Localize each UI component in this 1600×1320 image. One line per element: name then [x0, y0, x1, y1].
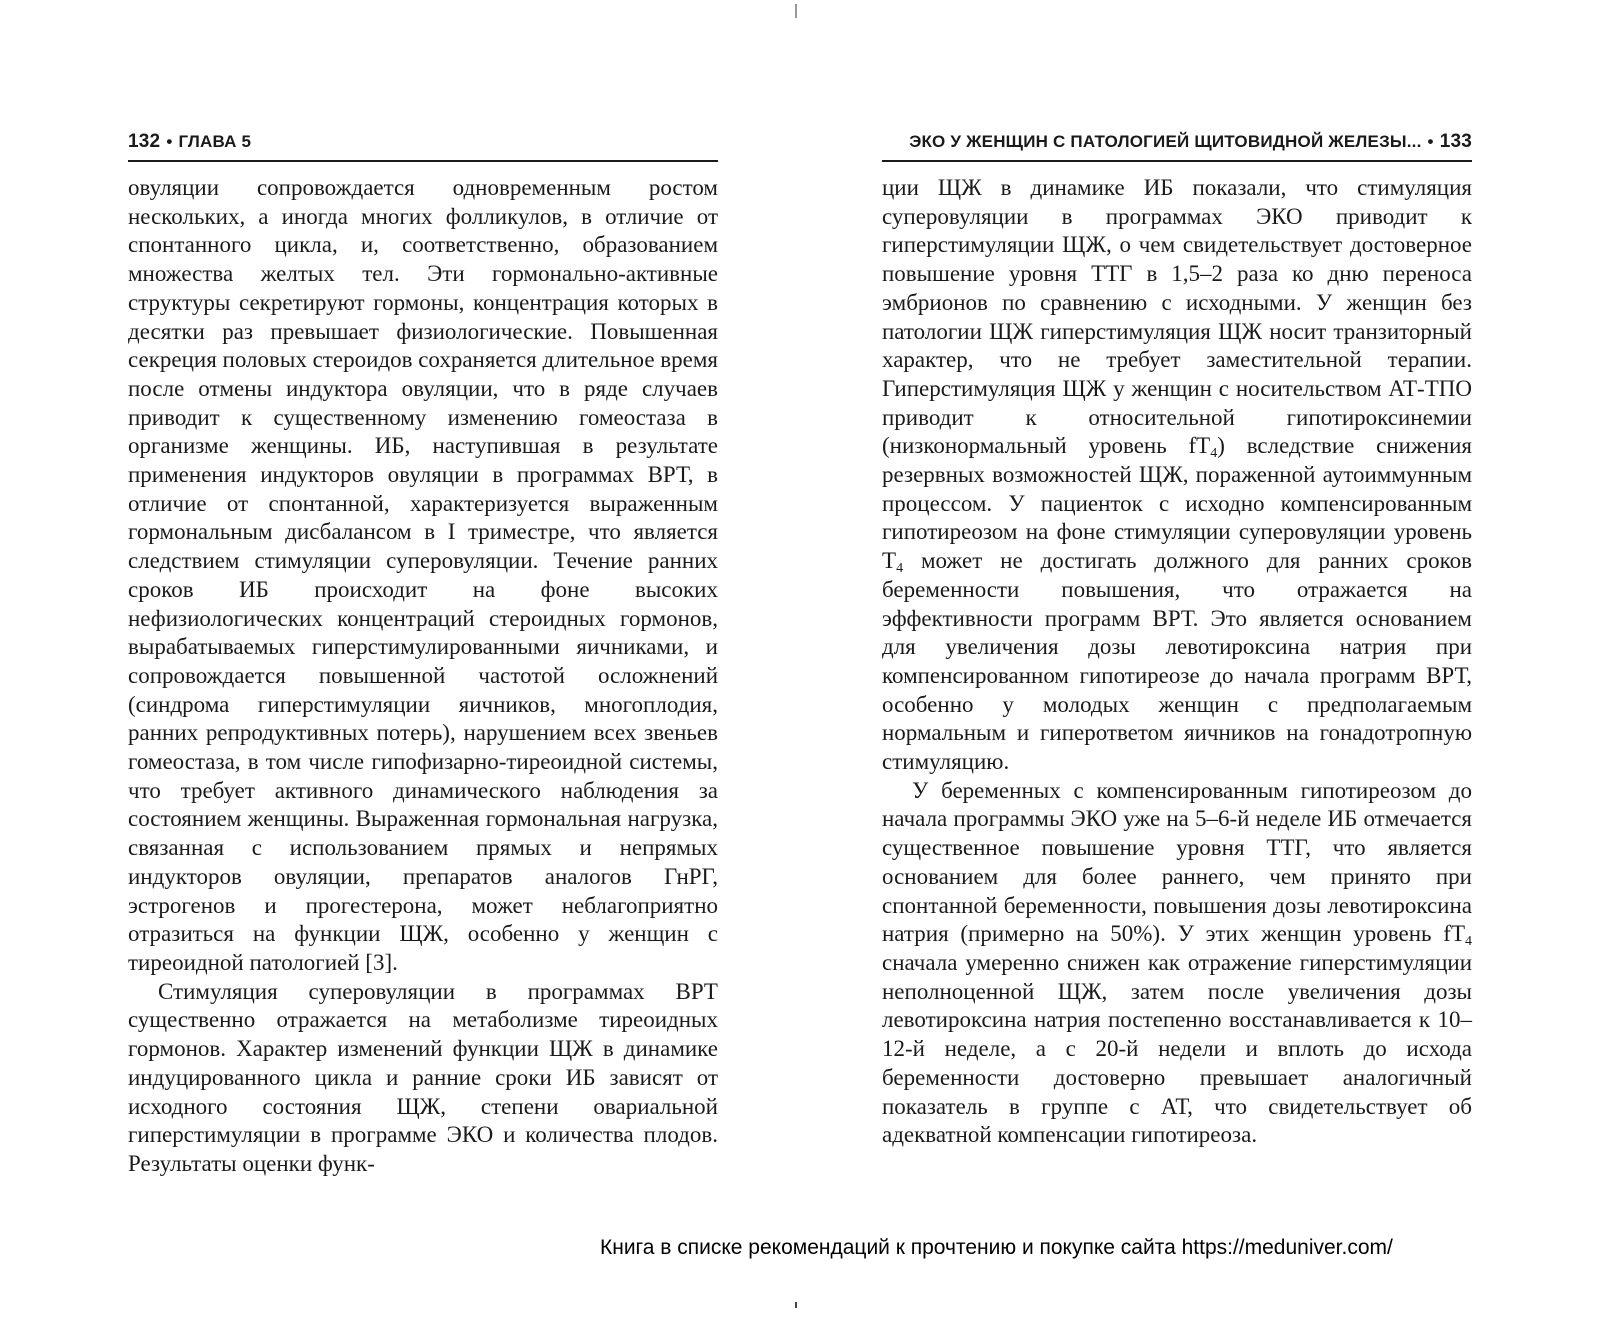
header-bullet: •	[166, 132, 173, 151]
right-paragraph-1	[882, 174, 1472, 777]
subscript: 4	[1210, 446, 1218, 462]
watermark-text: Книга в списке рекомендаций к прочтению и покупке сайта https://meduniver.com/	[600, 1236, 1393, 1259]
left-chapter-title: ГЛАВА 5	[178, 132, 252, 151]
text-run: может не достигать должного для ранних сроков беременности повышения, что отражается на эффективности программ ВРТ. Это является основанием для увеличения дозы левотироксина натрия при компенсированном гипотиреозе до начала программ ВРТ, особенно у молодых женщин с предполагаемым нормальным и гиперответом яичников на гонадотропную стимуляцию.	[882, 548, 1472, 775]
gutter-mark-top	[795, 4, 797, 18]
right-running-head	[882, 130, 1472, 162]
right-body-text	[882, 174, 1472, 1150]
right-page	[882, 130, 1472, 1150]
header-bullet: •	[1427, 132, 1434, 151]
left-body-text	[128, 174, 718, 1179]
subscript: 4	[896, 561, 904, 577]
left-running-head	[128, 130, 718, 162]
right-paragraph-2	[882, 777, 1472, 1150]
left-paragraph-2: Стимуляция суперовуляции в программах ВРТ существенно отражается на метаболизме тиреоидных гормонов. Характер изменений функции ЩЖ в динамике индуцированного цикла и ранние сроки ИБ зависят от исходного состояния ЩЖ, степени овариальной гиперстимуляции в программе ЭКО и количества плодов. Результаты оценки функ-	[128, 978, 718, 1176]
text-run: ) вследствие снижения резервных возможностей ЩЖ, пораженной аутоиммунным процессом. У пациенток с исходно компенсированным гипотиреозом на фоне стимуляции суперовуляции уровень Т	[882, 433, 1472, 574]
right-page-number: 133	[1439, 131, 1472, 152]
right-chapter-title: ЭКО У ЖЕНЩИН С ПАТОЛОГИЕЙ ЩИТОВИДНОЙ ЖЕЛЕЗЫ...	[909, 132, 1422, 151]
text-run: У беременных с компенсированным гипотиреозом до начала программы ЭКО уже на 5–6-й неделе ИБ отмечается существенное повышение уровня ТТГ, что является основанием для более раннего, чем принято при спонтанной беременности, повышения дозы левотироксина натрия (примерно на 50%). У этих женщин уровень fT	[882, 777, 1472, 947]
text-run: сначала умеренно снижен как отражение гиперстимуляции неполноценной ЩЖ, затем после увеличения дозы левотироксина натрия постепенно восстанавливается к 10–12-й неделе, а с 20-й недели и вплоть до исхода беременности достоверно превышает аналогичный показатель в группе с АТ, что свидетельствует об адекватной компенсации гипотиреоза.	[882, 949, 1472, 1148]
left-page	[128, 130, 718, 1179]
left-page-number: 132	[128, 131, 161, 152]
text-run: ции ЩЖ в динамике ИБ показали, что стимуляция суперовуляции в программах ЭКО приводит к гиперстимуляции ЩЖ, о чем свидетельствует достоверное повышение уровня ТТГ в 1,5–2 раза ко дню переноса эмбрионов по сравнению с исходными. У женщин без патологии ЩЖ гиперстимуляция ЩЖ носит транзиторный характер, что не требует заместительной терапии. Гиперстимуляция ЩЖ у женщин с носительством АТ-ТПО приводит к относительной гипотироксинемии (низконормальный уровень fT	[882, 175, 1472, 459]
gutter-mark-bottom	[795, 1302, 797, 1308]
subscript: 4	[1465, 934, 1472, 950]
left-paragraph-1: овуляции сопровождается одновременным ростом нескольких, а иногда многих фолликулов, в отличие от спонтанного цикла, и, соответственно, образованием множества желтых тел. Эти гормонально-активные структуры секретируют гормоны, концентрация которых в десятки раз превышает физиологические. Повышенная секреция половых стероидов сохраняется длительное время после отмены индуктора овуляции, что в ряде случаев приводит к существенному изменению гомеостаза в организме женщины. ИБ, наступившая в результате применения индукторов овуляции в программах ВРТ, в отличие от спонтанной, характеризуется выраженным гормональным дисбалансом в I триместре, что является следствием стимуляции суперовуляции. Течение ранних сроков ИБ происходит на фоне высоких нефизиологических концентраций стероидных гормонов, вырабатываемых гиперстимулированными яичниками, и сопровождается повышенной частотой осложнений (синдрома гиперстимуляции яичников, многоплодия, ранних репродуктивных потерь), нарушением всех звеньев гомеостаза, в том числе гипофизарно-тиреоидной системы, что требует активного динамического наблюдения за состоянием женщины. Выраженная гормональная нагрузка, связанная с использованием прямых и непрямых индукторов овуляции, препаратов аналогов ГнРГ, эстрогенов и прогестерона, может неблагоприятно отразиться на функции ЩЖ, особенно у женщин с тиреоидной патологией [3].	[128, 175, 718, 975]
